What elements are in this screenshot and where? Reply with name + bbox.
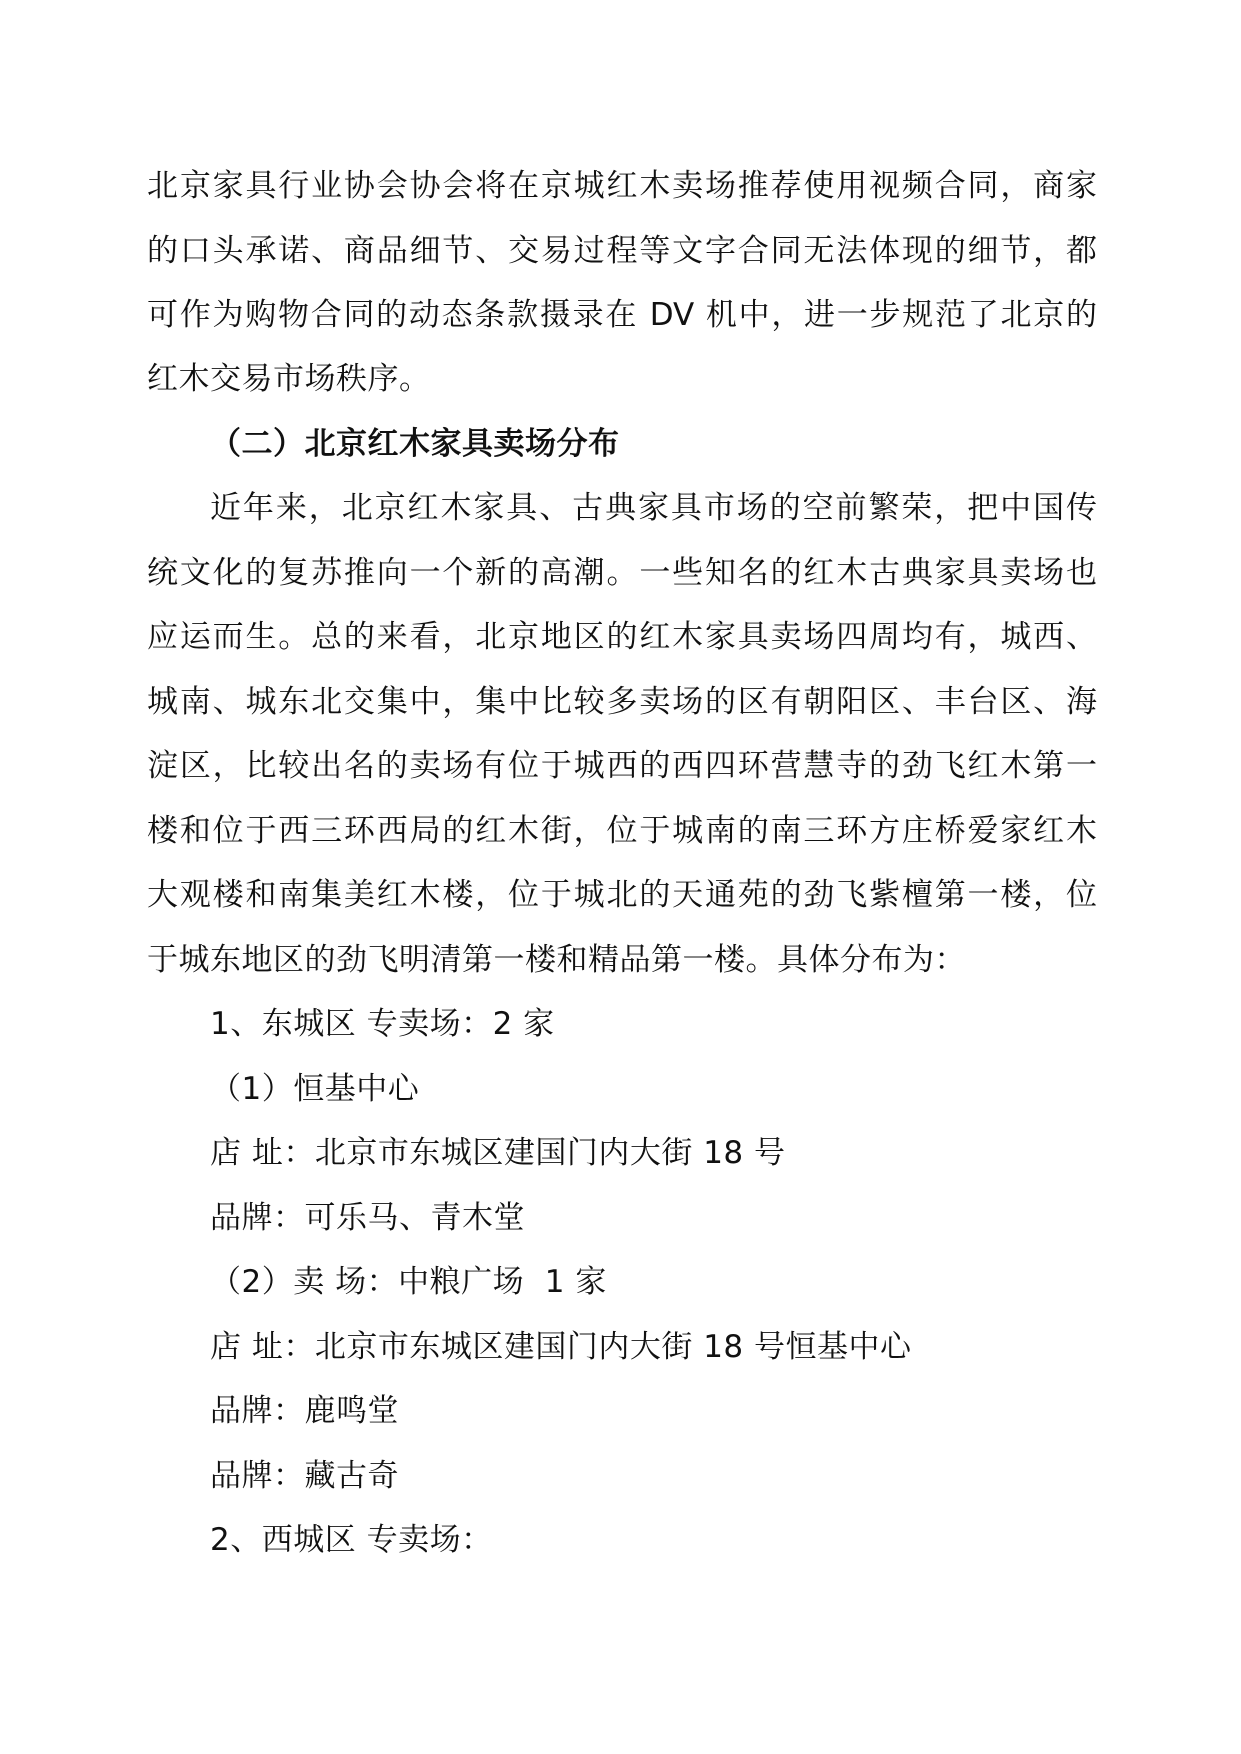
paragraph-line: 可作为购物合同的动态条款摄录在 DV 机中，进一步规范了北京的 xyxy=(147,297,1097,333)
section-heading: （二）北京红木家具卖场分布 xyxy=(210,426,620,462)
paragraph-line: 城南、城东北交集中，集中比较多卖场的区有朝阳区、丰台区、海 xyxy=(147,684,1097,720)
paragraph-line: 应运而生。总的来看，北京地区的红木家具卖场四周均有，城西、 xyxy=(147,619,1097,655)
paragraph-line: 近年来，北京红木家具、古典家具市场的空前繁荣，把中国传 xyxy=(210,490,1097,526)
store-brands: 品牌：藏古奇 xyxy=(210,1458,399,1494)
district-heading: 1、东城区 专卖场：2 家 xyxy=(210,1006,555,1042)
paragraph-line: 于城东地区的劲飞明清第一楼和精品第一楼。具体分布为： xyxy=(147,942,966,978)
store-address: 店 址：北京市东城区建国门内大街 18 号 xyxy=(210,1135,786,1171)
paragraph-line: 大观楼和南集美红木楼，位于城北的天通苑的劲飞紫檀第一楼，位 xyxy=(147,877,1097,913)
district-heading: 2、西城区 专卖场： xyxy=(210,1522,493,1558)
paragraph-line: 北京家具行业协会协会将在京城红木卖场推荐使用视频合同，商家 xyxy=(147,168,1097,204)
store-brands: 品牌：可乐马、青木堂 xyxy=(210,1200,525,1236)
paragraph-line: 红木交易市场秩序。 xyxy=(147,361,431,397)
store-brands: 品牌：鹿鸣堂 xyxy=(210,1393,399,1429)
store-address: 店 址：北京市东城区建国门内大街 18 号恒基中心 xyxy=(210,1329,912,1365)
store-name: （1）恒基中心 xyxy=(210,1071,420,1107)
paragraph-line: 淀区，比较出名的卖场有位于城西的西四环营慧寺的劲飞红木第一 xyxy=(147,748,1097,784)
store-name: （2）卖 场：中粮广场 1 家 xyxy=(210,1264,607,1300)
paragraph-line: 楼和位于西三环西局的红木街，位于城南的南三环方庄桥爱家红木 xyxy=(147,813,1097,849)
paragraph-line: 统文化的复苏推向一个新的高潮。一些知名的红木古典家具卖场也 xyxy=(147,555,1097,591)
paragraph-line: 的口头承诺、商品细节、交易过程等文字合同无法体现的细节，都 xyxy=(147,233,1097,269)
